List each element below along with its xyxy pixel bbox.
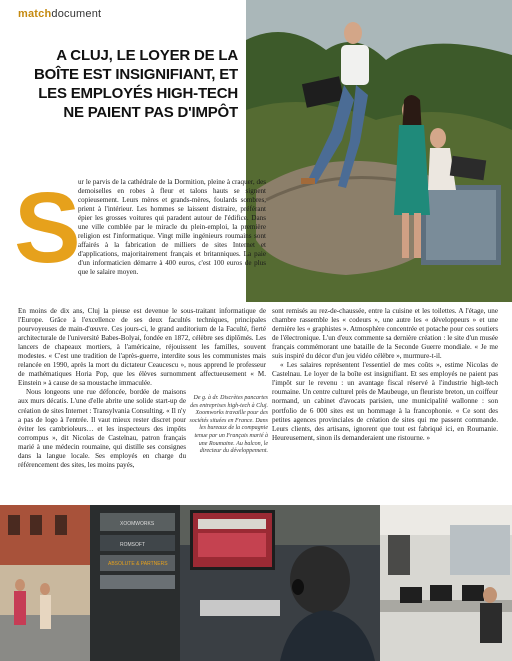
sign-text: ABSOLUTE & PARTNERS — [108, 561, 168, 567]
paragraph: Nous longeons une rue défoncée, bordée de maisons aux murs décatis. L'une d'elle abrite une solide start-up de création de sites Internet : Transylvania Consulting. « Il n'y a pas de logo à l'entrée. Il vaut mieux rester discret pour éviter les cambrioleurs… et les inspecteurs des impôts corrompus », dit Nicolas de Castelnau, patron français marié à une médecin roumaine, qui distille ses consignes dans la langue locale. Ses employés en charge du référencement des sites, les moins payés, — [18, 388, 186, 469]
rubric-document: document — [51, 8, 102, 20]
intro-paragraph: ur le parvis de la cathédrale de la Dormition, pleine à craquer, des demoiselles en robes à fleur et talons hauts se signent copieusement. Leurs mères et grands-mères, foulards sombres, prient à l'intérieur. Les hommes se laissent distraire, préférant épier les grosses voitures qui paradent autour de l'édifice. Dans une ville comblée par le miracle du plein-emploi, la première religion est l'informatique. Vingt mille ingénieurs roumains sont affairés à la fabrication de milliers de sites Internet et d'applications, majoritairement français et britanniques. La paie d'un informaticien démarre à 400 euros, c'est 100 euros de plus que le salaire moyen. — [78, 178, 266, 277]
photo-programmer — [180, 505, 380, 661]
main-photo — [246, 0, 512, 302]
rubric-match: match — [18, 8, 52, 20]
photo-street — [0, 505, 90, 661]
photo-office — [380, 505, 512, 661]
paragraph: En moins de dix ans, Cluj la pieuse est devenue le sous-traitant informatique de l'Europe. Grâce à l'excellence de ses deux facultés techniques, principales pourvoyeuses de main-d'œuvre. Ces jours-ci, le grand auditorium de la Faculté, fierté architecturale de l'université Babes-Bolyai, fondée en 1872, célèbre ses diplômés. Les lancers de chapeaux mortiers, à l'américaine, réjouissent les familles, souvent modestes. « C'est une tradition de l'après-guerre, interdite sous les communistes mais relancée en 1990, après la mort du dictateur Ceaucescu », nous apprend le professeur de mathématiques Horia Pop, que les élèves surnomment affectueusement « M. Einstein » à cause de sa moustache immaculée. — [18, 307, 266, 388]
drop-cap: S — [14, 172, 81, 284]
photo-caption: De g. à dr. Discrètes pancartes des entreprises high-tech à Cluj. Xoomworks travaille pour des sociétés situées en France. Dans les bureaux de la compagnie tenue par un Français marié à une Roumaine. Au balcon, le directeur du développement. — [189, 395, 268, 455]
paragraph: sont remisés au rez-de-chaussée, entre la cuisine et les toilettes. A l'étage, une chambre rassemble les « codeurs », une autre les « développeurs » et une dernière les « graphistes ». Atmosphère concentrée et potache pour ces soutiers de l'électronique. L'un d'eux commente sa dernière création : le site d'un musée français commémorant une bataille de la Seconde Guerre mondiale. « Je me suis inspiré du décor d'un jeu vidéo célèbre », murmure-t-il. — [272, 307, 498, 361]
article-headline: A CLUJ, LE LOYER DE LA BOÎTE EST INSIGNIFIANT, ET LES EMPLOYÉS HIGH-TECH NE PAIENT PAS D'IMPÔT — [34, 47, 238, 121]
paragraph: « Les salaires représentent l'essentiel de mes coûts », estime Nicolas de Castelnau. Le loyer de la boîte est insignifiant. Et ses employés ne paient pas l'impôt sur le revenu : un avantage fiscal réservé à l'industrie high-tech roumaine. Un centre culturel près de Maubeuge, un fleuriste breton, un coiffeur normand, un cabinet d'avocats parisien, une municipalité wallonne : son portfolio de 6 000 sites est un hommage à la francophonie. « Ce sont des petites agences provinciales de création de sites qui me passent commande. Leurs clients, des artisans, ignorent que tout est fabriqué ici, en Roumanie. Heureusement, sinon ils demanderaient une ristourne. » — [272, 361, 498, 442]
sign-text: XOOMWORKS — [120, 521, 155, 527]
section-rubric — [18, 8, 101, 20]
photo-company-signs — [90, 505, 180, 661]
sign-text: ROMSOFT — [120, 542, 145, 548]
body-column-right — [272, 307, 498, 443]
